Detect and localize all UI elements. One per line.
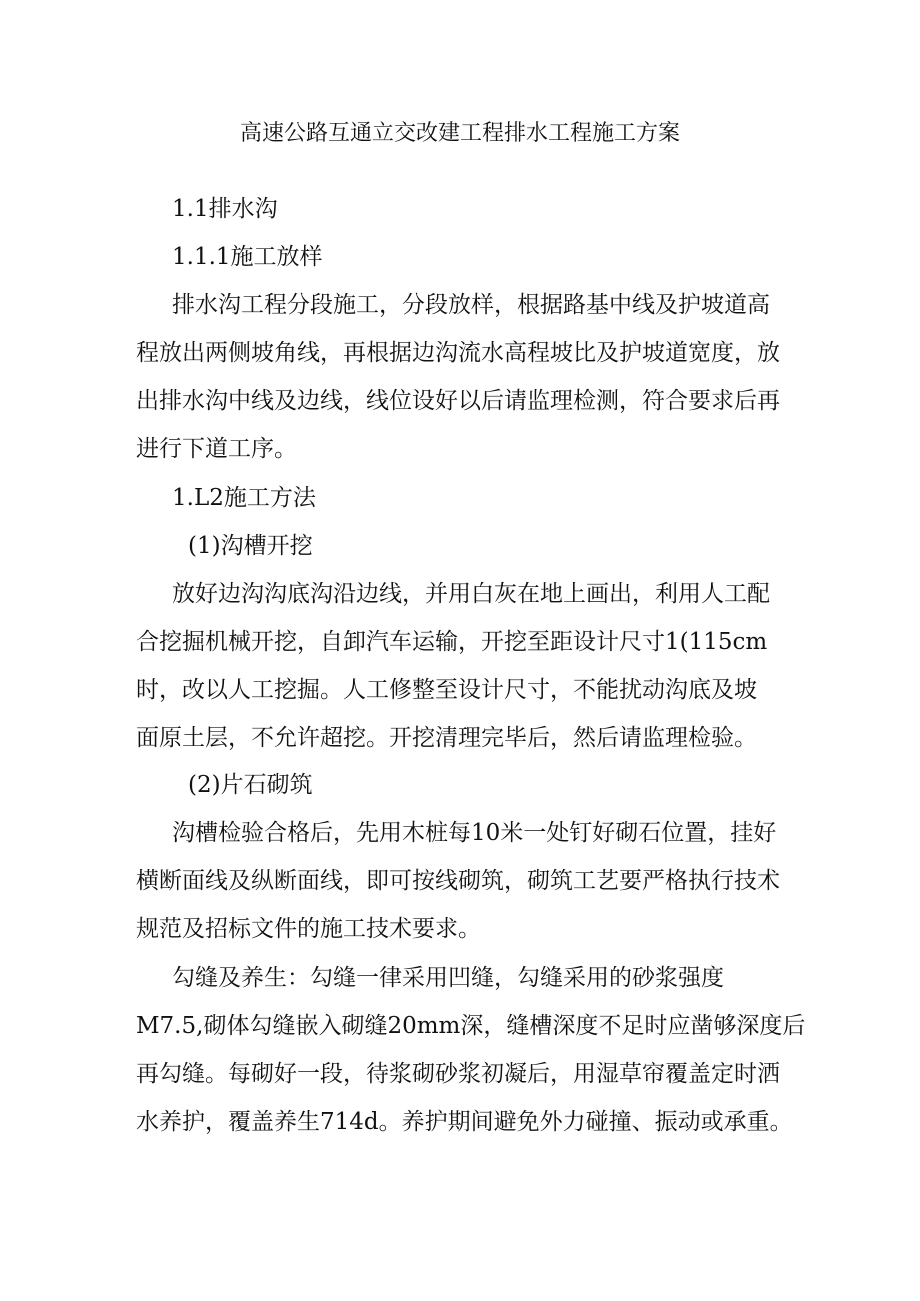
paragraph-line: 再勾缝。每砌好一段，待浆砌砂浆初凝后，用湿草帘覆盖定时洒 (136, 1061, 780, 1087)
heading-construction-layout: 1.1.1施工放样 (172, 244, 323, 270)
paragraph-line: 沟槽检验合格后，先用木桩每10米一处钉好砌石位置，挂好 (172, 820, 777, 846)
paragraph-line: 出排水沟中线及边线，线位设好以后请监理检测，符合要求后再 (136, 388, 780, 414)
paragraph-line: 水养护，覆盖养生714d。养护期间避免外力碰撞、振动或承重。 (136, 1109, 793, 1135)
subheading-trench-excavation: (1)沟槽开挖 (188, 533, 313, 559)
paragraph-line: M7.5,砌体勾缝嵌入砌缝20mm深，缝槽深度不足时应凿够深度后 (136, 1013, 806, 1039)
paragraph-line: 横断面线及纵断面线，即可按线砌筑，砌筑工艺要严格执行技术 (136, 868, 780, 894)
heading-drainage-ditch: 1.1排水沟 (172, 196, 278, 222)
paragraph-line: 勾缝及养生：勾缝一律采用凹缝，勾缝采用的砂浆强度 (172, 965, 724, 991)
document-title: 高速公路互通立交改建工程排水工程施工方案 (239, 121, 680, 146)
paragraph-line: 面原土层，不允许超挖。开挖清理完毕后，然后请监理检验。 (136, 725, 757, 751)
heading-construction-method: 1.L2施工方法 (172, 485, 316, 511)
paragraph-line: 时，改以人工挖掘。人工修整至设计尺寸，不能扰动沟底及坡 (136, 677, 757, 703)
paragraph-line: 进行下道工序。 (136, 436, 297, 462)
subheading-rubble-masonry: (2)片石砌筑 (188, 772, 313, 798)
paragraph-line: 合挖掘机械开挖，自卸汽车运输，开挖至距设计尺寸1(115cm (136, 629, 768, 655)
paragraph-line: 规范及招标文件的施工技术要求。 (136, 916, 481, 942)
paragraph-line: 放好边沟沟底沟沿边线，并用白灰在地上画出，利用人工配 (172, 581, 770, 607)
paragraph-line: 程放出两侧坡角线，再根据边沟流水高程坡比及护坡道宽度，放 (136, 340, 780, 366)
paragraph-line: 排水沟工程分段施工，分段放样，根据路基中线及护坡道高 (172, 292, 770, 318)
